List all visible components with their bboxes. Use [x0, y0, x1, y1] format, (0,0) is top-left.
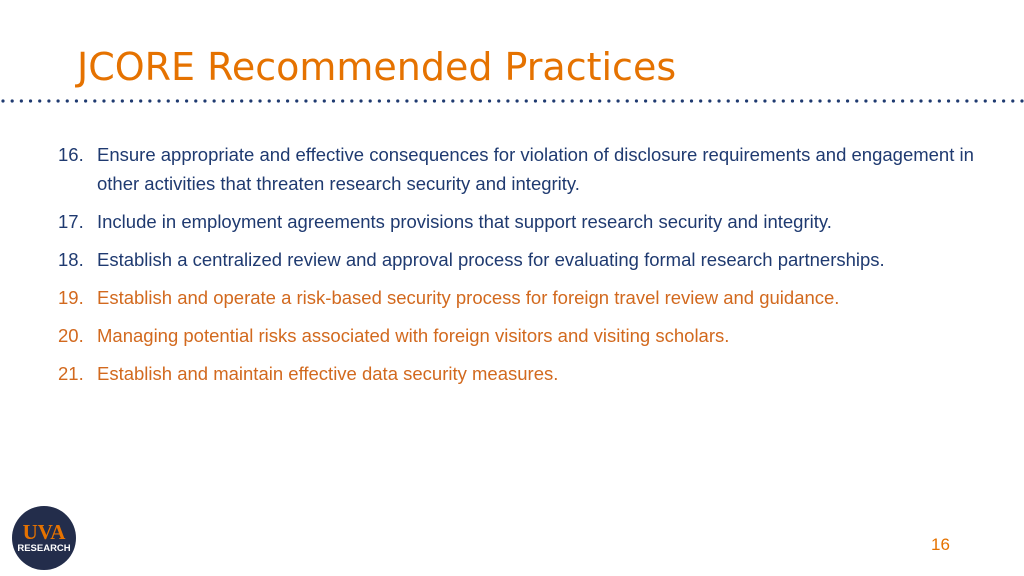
item-text: Establish and maintain effective data security measures. [97, 363, 559, 384]
page-number: 16 [931, 535, 950, 554]
practice-list [58, 140, 978, 397]
item-number: 19. [58, 287, 84, 308]
uva-research-logo [11, 505, 77, 571]
item-number: 21. [58, 363, 84, 384]
list-item [58, 321, 978, 350]
list-item [58, 283, 978, 312]
list-item [58, 245, 978, 274]
list-item [58, 207, 978, 236]
item-text: Establish and operate a risk-based security process for foreign travel review and guidance. [97, 287, 840, 308]
item-number: 17. [58, 211, 84, 232]
item-text: Managing potential risks associated with foreign visitors and visiting scholars. [97, 325, 730, 346]
item-number: 20. [58, 325, 84, 346]
list-item [58, 359, 978, 388]
item-number: 16. [58, 144, 84, 165]
item-text: Ensure appropriate and effective consequences for violation of disclosure requirements and engagement in other activities that threaten research security and integrity. [97, 144, 974, 194]
list-item [58, 140, 978, 198]
item-number: 18. [58, 249, 84, 270]
logo-text-research: RESEARCH [17, 543, 71, 554]
slide-title: JCORE Recommended Practices [77, 45, 677, 89]
dotted-divider [0, 97, 1024, 105]
logo-text-uva: UVA [22, 520, 66, 544]
item-text: Include in employment agreements provisions that support research security and integrity. [97, 211, 832, 232]
item-text: Establish a centralized review and approval process for evaluating formal research partnerships. [97, 249, 885, 270]
